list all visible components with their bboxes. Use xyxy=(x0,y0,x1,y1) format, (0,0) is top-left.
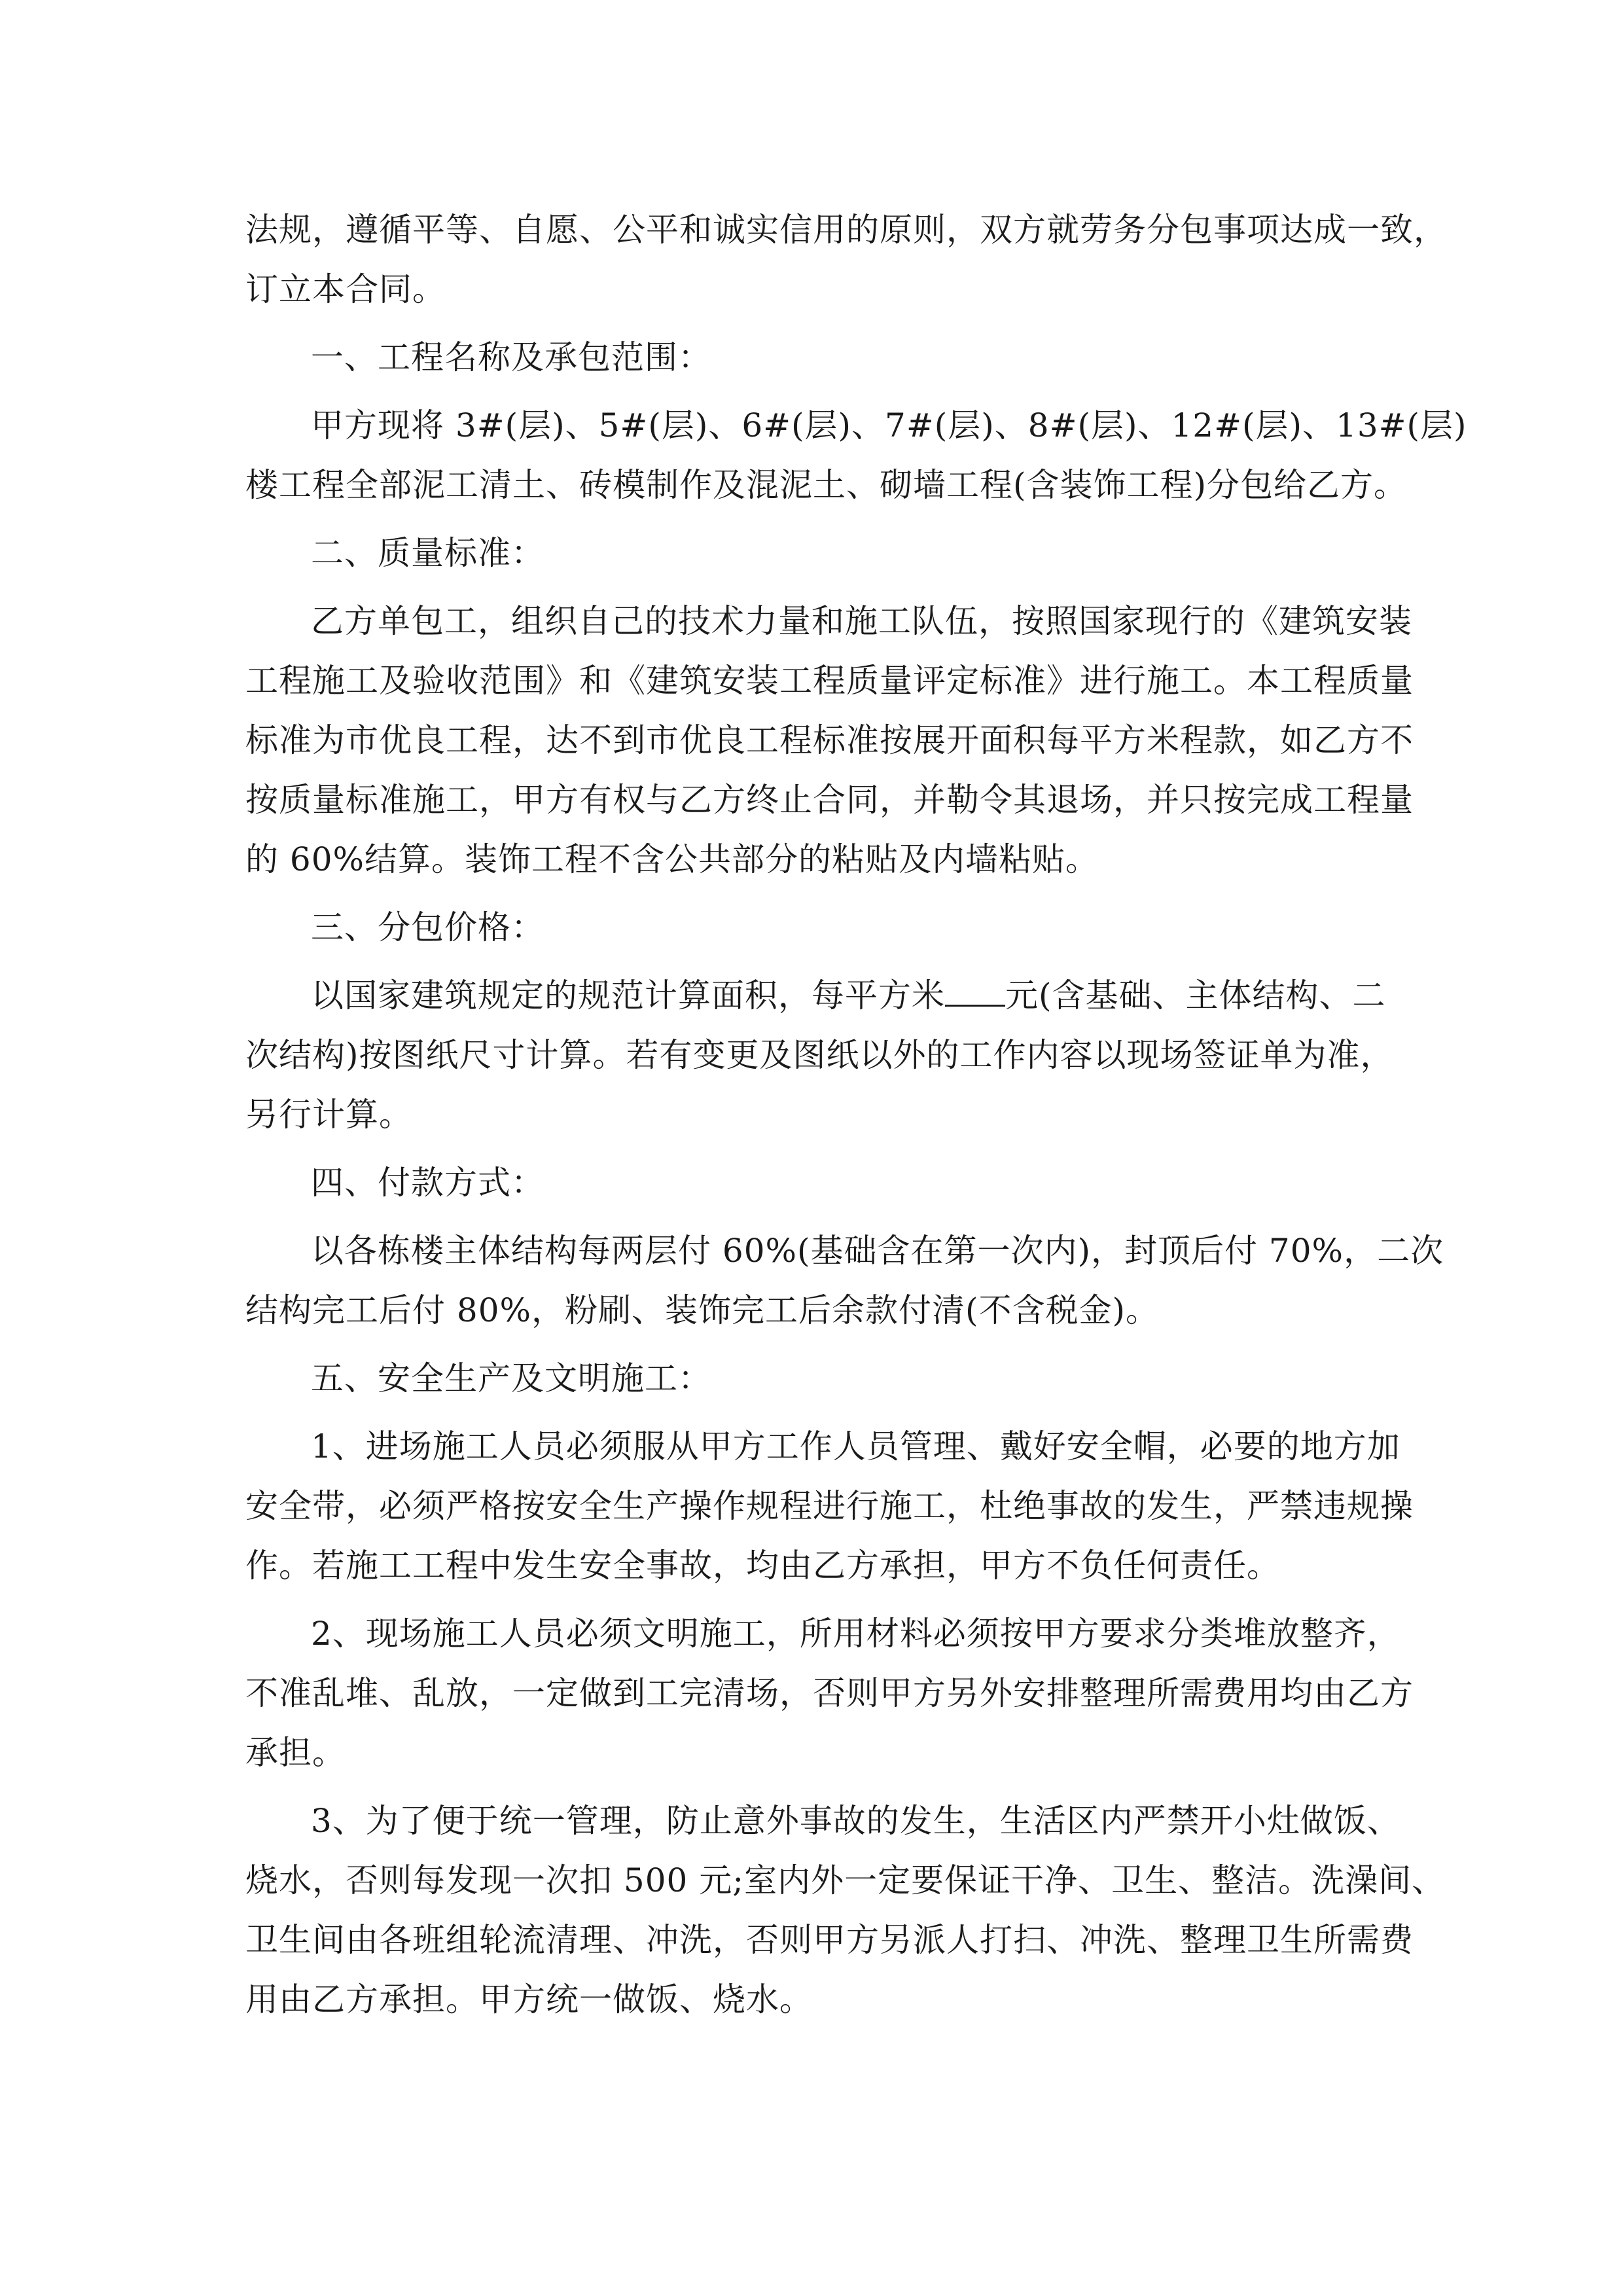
paragraph-line: 按质量标准施工，甲方有权与乙方终止合同，并勒令其退场，并只按完成工程量 xyxy=(245,781,1414,819)
section-heading-scope: 一、工程名称及承包范围： xyxy=(311,338,711,376)
paragraph-line: 以各栋楼主体结构每两层付 60%(基础含在第一次内)，封顶后付 70%，二次 xyxy=(311,1232,1444,1270)
paragraph-line: 的 60%结算。装饰工程不含公共部分的粘贴及内墙粘贴。 xyxy=(245,840,1099,878)
paragraph-line xyxy=(245,966,1384,1026)
paragraph-line: 结构完工后付 80%，粉刷、装饰完工后余款付清(不含税金)。 xyxy=(245,1291,1160,1329)
paragraph-line: 次结构)按图纸尺寸计算。若有变更及图纸以外的工作内容以现场签证单为准， xyxy=(245,1036,1394,1074)
paragraph-line: 乙方单包工，组织自己的技术力量和施工队伍，按照国家现行的《建筑安装 xyxy=(311,602,1412,640)
paragraph-line: 不准乱堆、乱放，一定做到工完清场，否则甲方另外安排整理所需费用均由乙方 xyxy=(245,1674,1414,1712)
document-body xyxy=(245,200,1467,2030)
paragraph-line: 3、为了便于统一管理，防止意外事故的发生，生活区内严禁开小灶做饭、 xyxy=(311,1802,1400,1840)
paragraph-line: 楼工程全部泥工清土、砖模制作及混泥土、砌墙工程(含装饰工程)分包给乙方。 xyxy=(245,466,1408,504)
price-text-before: 以国家建筑规定的规范计算面积，每平方米 xyxy=(311,977,945,1014)
paragraph-line: 1、进场施工人员必须服从甲方工作人员管理、戴好安全帽，必要的地方加 xyxy=(311,1427,1400,1465)
section-heading-quality: 二、质量标准： xyxy=(311,534,544,572)
paragraph-line: 用由乙方承担。甲方统一做饭、烧水。 xyxy=(245,1981,813,2018)
paragraph-line: 2、现场施工人员必须文明施工，所用材料必须按甲方要求分类堆放整齐， xyxy=(311,1615,1400,1653)
paragraph-line: 安全带，必须严格按安全生产操作规程进行施工，杜绝事故的发生，严禁违规操 xyxy=(245,1487,1414,1525)
price-blank-field xyxy=(945,978,1005,1007)
paragraph-line: 标准为市优良工程，达不到市优良工程标准按展开面积每平方米程款，如乙方不 xyxy=(245,721,1414,759)
paragraph-line: 工程施工及验收范围》和《建筑安装工程质量评定标准》进行施工。本工程质量 xyxy=(245,662,1414,700)
paragraph-line: 作。若施工工程中发生安全事故，均由乙方承担，甲方不负任何责任。 xyxy=(245,1547,1280,1585)
paragraph-line: 订立本合同。 xyxy=(245,270,446,308)
section-heading-safety: 五、安全生产及文明施工： xyxy=(311,1359,711,1397)
paragraph-line: 承担。 xyxy=(245,1734,346,1772)
paragraph-line: 另行计算。 xyxy=(245,1096,412,1134)
price-text-after: 元(含基础、主体结构、二 xyxy=(1005,977,1386,1014)
paragraph-line: 烧水，否则每发现一次扣 500 元;室内外一定要保证干净、卫生、整洁。洗澡间、 xyxy=(245,1861,1446,1899)
paragraph-line: 卫生间由各班组轮流清理、冲洗，否则甲方另派人打扫、冲洗、整理卫生所需费 xyxy=(245,1921,1414,1959)
paragraph-line: 甲方现将 3#(层)、5#(层)、6#(层)、7#(层)、8#(层)、12#(层)、13#(层) xyxy=(311,406,1467,444)
paragraph-line: 法规，遵循平等、自愿、公平和诚实信用的原则，双方就劳务分包事项达成一致， xyxy=(245,211,1447,249)
section-heading-payment: 四、付款方式： xyxy=(311,1164,544,1202)
section-heading-price: 三、分包价格： xyxy=(311,908,544,946)
